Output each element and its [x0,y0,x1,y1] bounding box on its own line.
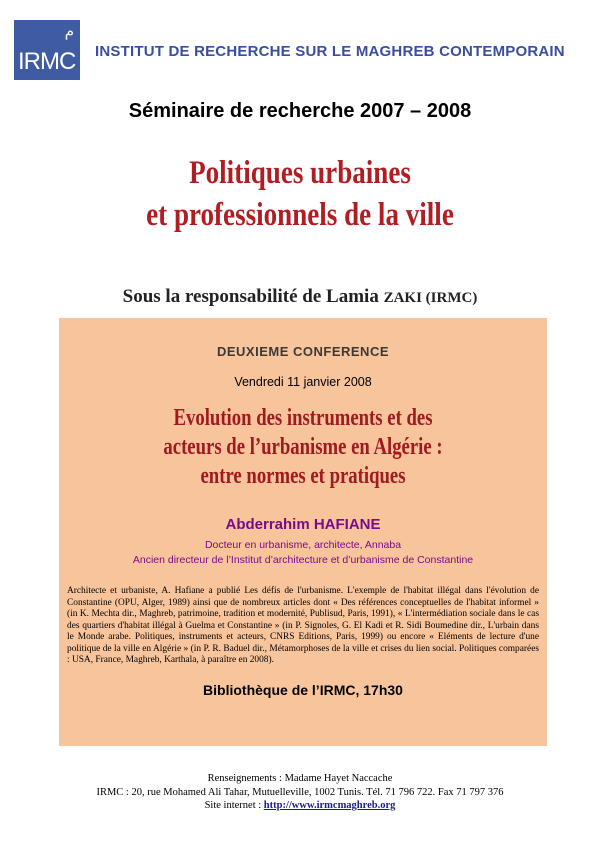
logo-text: IRMC [18,48,76,75]
footer-contact: Renseignements : Madame Hayet Naccache [207,773,393,784]
footer-site-label: Site internet : [204,800,264,811]
responsibility-name: ZAKI (IRMC) [383,290,478,306]
conference-label: DEUXIEME CONFERENCE [216,344,390,359]
conference-date: Vendredi 11 janvier 2008 [234,375,372,389]
seminar-heading: Séminaire de recherche 2007 – 2008 [128,100,472,122]
footer-address: IRMC : 20, rue Mohamed Ali Tahar, Mutuelleville, 1002 Tunis. Tél. 71 796 722. Fax 71 797 376 [96,786,504,798]
conference-venue: Bibliothèque de l’IRMC, 17h30 [203,682,403,698]
speaker-name: Abderrahim HAFIANE [225,516,381,533]
responsibility-line [0,286,600,308]
footer [0,772,600,813]
title-line-1: Politiques urbaines [189,155,411,191]
conference-box [59,318,547,746]
institute-name: INSTITUT DE RECHERCHE SUR LE MAGHREB CONTEMPORAIN [95,43,565,60]
title-line-2: et professionnels de la ville [146,197,454,233]
speaker-former-role: Ancien directeur de l’Institut d’architecture et d’urbanisme de Constantine [132,554,474,566]
conference-title-line-2: acteurs de l’urbanisme en Algérie : [163,434,443,460]
responsibility-prefix: Sous la responsabilité de Lamia [122,286,384,307]
irmc-logo [14,20,80,80]
speaker-role: Docteur en urbanisme, architecte, Annaba [204,539,402,551]
logo-arabic-mark: م [64,22,74,40]
conference-title-line-1: Evolution des instruments et des [173,405,433,431]
speaker-bio: Architecte et urbaniste, A. Hafiane a publié Les défis de l'urbanisme. L'exemple de l'habitat illégal dans l'évolution de Constantine (OPU, Alger, 1989) ainsi que de nombreux articles dont « Des références conceptuelles de l'habitat informel » (in K. Mechta dir., Maghreb, patrimoine, tradition et modernité, Publisud, Paris, 1991), « L'intermédiation sociale dans le cas des quartiers d'habitat illégal à Guelma et Constantine » (in P. Signoles, G. El Kadi et R. Sidi Boumedine dir., L'urbain dans le Monde arabe. Politiques, instruments et acteurs, CNRS Editions, Paris, 1999) ou encore « Eléments de lecture d'une politique de la ville en Algérie » (in P. R. Baduel dir., Métamorphoses de la ville et crises du lien social. Politiques comparées : USA, France, Maghreb, Karthala, à paraître en 2008). [67,586,539,665]
website-link[interactable]: http://www.irmcmaghreb.org [263,800,396,811]
footer-site [0,799,600,813]
conference-title-line-3: entre normes et pratiques [200,463,406,489]
conference-title [113,404,494,491]
page-title [54,152,546,236]
speaker-info [59,538,547,568]
